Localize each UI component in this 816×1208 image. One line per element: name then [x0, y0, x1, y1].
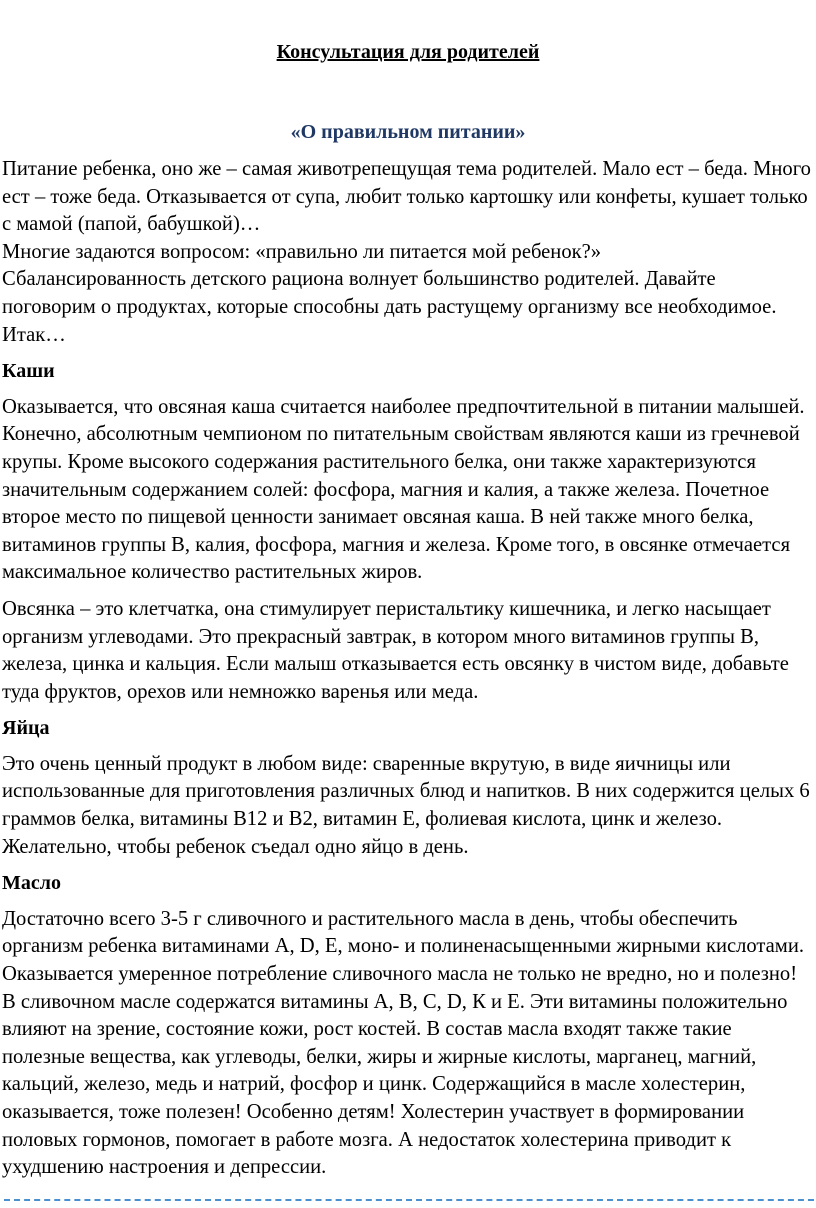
- section-heading-eggs: Яйца: [2, 717, 50, 740]
- section-heading-porridge: Каши: [2, 360, 55, 383]
- intro-paragraph-1: Питание ребенка, оно же – самая животрепещущая тема родителей. Мало ест – беда. Много ест – тоже беда. Отказывается от супа, любит только картошку или конфеты, кушает только с мамой (папой, бабушкой)…: [2, 158, 811, 236]
- porridge-paragraph-1: Оказывается, что овсяная каша считается наиболее предпочтительной в питании малышей. Конечно, абсолютным чемпионом по питательным свойствам являются каши из гречневой крупы. Кроме высокого содержания растительного белка, они также характеризуются значительным содержанием солей: фосфора, магния и калия, а также железа. Почетное второе место по пищевой ценности занимает овсяная каша. В ней также много белка, витаминов группы В, калия, фосфора, магния и железа. Кроме того, в овсянке отмечается максимальное количество растительных жиров.: [2, 395, 805, 584]
- intro-paragraph-2: Многие задаются вопросом: «правильно ли питается мой ребенок?»: [2, 240, 602, 263]
- document-title: Консультация для родителей: [276, 41, 540, 63]
- eggs-paragraph-1: Это очень ценный продукт в любом виде: сваренные вкрутую, в виде яичницы или использованные для приготовления различных блюд и напитков. В них содержится целых 6 граммов белка, витамины В12 и В2, витамин Е, фолиевая кислота, цинк и железо. Желательно, чтобы ребенок съедал одно яйцо в день.: [2, 752, 810, 858]
- document-subtitle: «О правильном питании»: [290, 121, 526, 143]
- butter-paragraph-1: Достаточно всего 3-5 г сливочного и растительного масла в день, чтобы обеспечить организм ребенка витаминами А, D, Е, моно- и полиненасыщенными жирными кислотами. Оказывается умеренное потребление сливочного масла не только не вредно, но и полезно! В сливочном масле содержатся витамины А, В, С, D, К и Е. Эти витамины положительно влияют на зрение, состояние кожи, рост костей. В состав масла входят также такие полезные вещества, как углеводы, белки, жиры и жирные кислоты, марганец, магний, кальций, железо, медь и натрий, фосфор и цинк. Содержащийся в масле холестерин, оказывается, тоже полезен! Особенно детям! Холестерин участвует в формировании половых гормонов, помогает в работе мозга. А недостаток холестерина приводит к ухудшению настроения и депрессии.: [2, 907, 805, 1179]
- section-heading-butter: Масло: [2, 872, 61, 895]
- document-body: [2, 156, 814, 1182]
- porridge-paragraph-2: Овсянка – это клетчатка, она стимулирует перистальтику кишечника, и легко насыщает организм углеводами. Это прекрасный завтрак, в котором много витаминов группы В, железа, цинка и кальция. Если малыш отказывается есть овсянку в чистом виде, добавьте туда фруктов, орехов или немножко варенья или меда.: [2, 597, 789, 703]
- page-border-dashed: [4, 1199, 814, 1201]
- intro-paragraph-3: Сбалансированность детского рациона волнует большинство родителей. Давайте поговорим о продуктах, которые способны дать растущему организму все необходимое. Итак…: [2, 268, 777, 346]
